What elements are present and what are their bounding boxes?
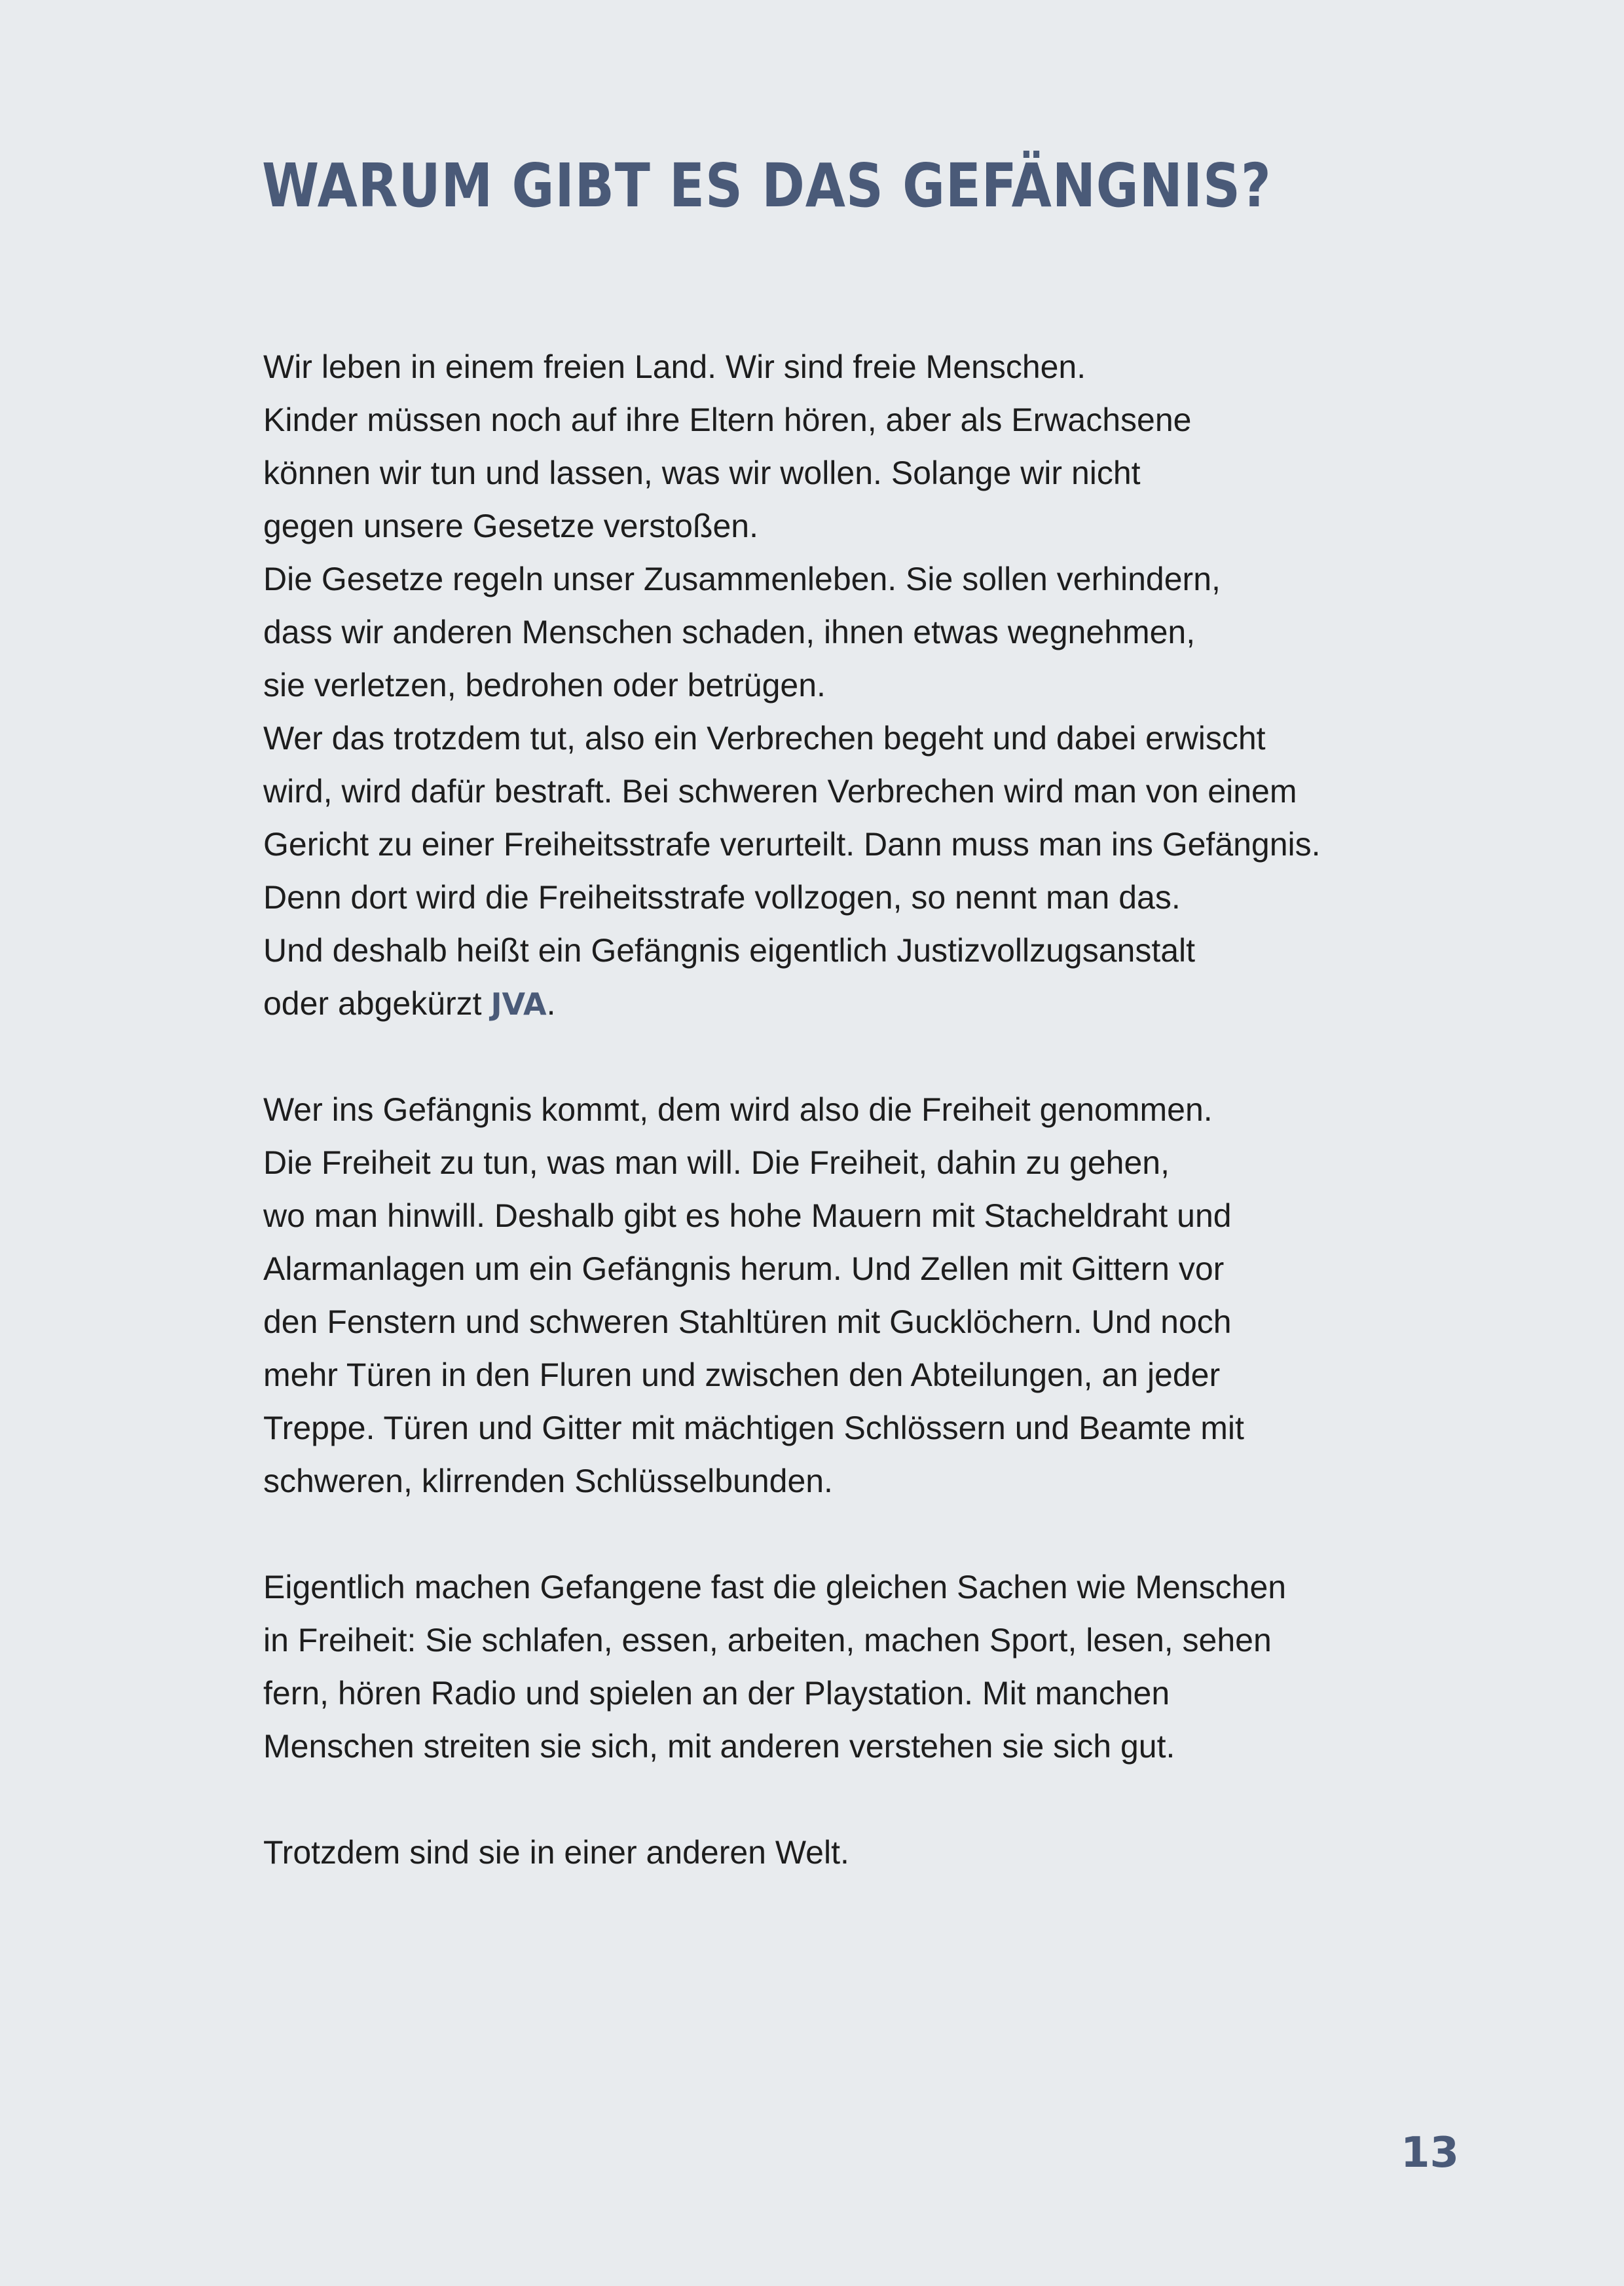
paragraph-4 — [263, 1826, 1442, 1879]
text-line: schweren, klirrenden Schlüsselbunden. — [263, 1463, 833, 1499]
paragraph-1 — [263, 341, 1442, 1030]
text-line: mehr Türen in den Fluren und zwischen den Abteilungen, an jeder — [263, 1357, 1221, 1393]
paragraph-3 — [263, 1561, 1442, 1773]
text-line: Wer ins Gefängnis kommt, dem wird also die Freiheit genommen. — [263, 1091, 1213, 1128]
text-line: Und deshalb heißt ein Gefängnis eigentlich Justizvollzugsanstalt — [263, 932, 1196, 969]
paragraph-spacer — [263, 1508, 1442, 1561]
text-line: Wer das trotzdem tut, also ein Verbrechen begeht und dabei erwischt — [263, 720, 1266, 757]
text-line: fern, hören Radio und spielen an der Playstation. Mit manchen — [263, 1675, 1170, 1712]
text-line: Denn dort wird die Freiheitsstrafe vollzogen, so nennt man das. — [263, 879, 1181, 916]
page-number: 13 — [1400, 2129, 1459, 2177]
text-line: gegen unsere Gesetze verstoßen. — [263, 508, 759, 544]
text-line-with-abbreviation — [263, 977, 1442, 1030]
abbreviation-jva: JVA — [490, 986, 547, 1022]
text-line: Die Freiheit zu tun, was man will. Die Freiheit, dahin zu gehen, — [263, 1144, 1170, 1181]
text-line: Die Gesetze regeln unser Zusammenleben. Sie sollen verhindern, — [263, 561, 1221, 597]
text-line: dass wir anderen Menschen schaden, ihnen etwas wegnehmen, — [263, 614, 1196, 650]
text-line: Wir leben in einem freien Land. Wir sind freie Menschen. — [263, 348, 1086, 385]
paragraph-spacer — [263, 1030, 1442, 1083]
text-line: Trotzdem sind sie in einer anderen Welt. — [263, 1834, 849, 1871]
text-line: sie verletzen, bedrohen oder betrügen. — [263, 667, 826, 703]
text-line: Eigentlich machen Gefangene fast die gleichen Sachen wie Menschen — [263, 1569, 1287, 1605]
text-line: in Freiheit: Sie schlafen, essen, arbeiten, machen Sport, lesen, sehen — [263, 1622, 1272, 1658]
paragraph-spacer — [263, 1773, 1442, 1826]
paragraph-2 — [263, 1083, 1442, 1508]
text-fragment: oder abgekürzt — [263, 985, 491, 1022]
text-line: wo man hinwill. Deshalb gibt es hohe Mauern mit Stacheldraht und — [263, 1197, 1232, 1234]
text-line: Treppe. Türen und Gitter mit mächtigen Schlössern und Beamte mit — [263, 1410, 1244, 1446]
text-line: können wir tun und lassen, was wir wollen. Solange wir nicht — [263, 455, 1141, 491]
text-line: Gericht zu einer Freiheitsstrafe verurteilt. Dann muss man ins Gefängnis. — [263, 826, 1321, 863]
text-line: den Fenstern und schweren Stahltüren mit Gucklöchern. Und noch — [263, 1303, 1232, 1340]
page-title: WARUM GIBT ES DAS GEFÄNGNIS? — [262, 151, 1272, 221]
text-line: Alarmanlagen um ein Gefängnis herum. Und Zellen mit Gittern vor — [263, 1250, 1225, 1287]
text-line: wird, wird dafür bestraft. Bei schweren Verbrechen wird man von einem — [263, 773, 1297, 810]
body-text — [263, 341, 1442, 1879]
text-fragment: . — [546, 985, 556, 1022]
text-line: Kinder müssen noch auf ihre Eltern hören, aber als Erwachsene — [263, 402, 1192, 438]
text-line: Menschen streiten sie sich, mit anderen verstehen sie sich gut. — [263, 1728, 1175, 1765]
